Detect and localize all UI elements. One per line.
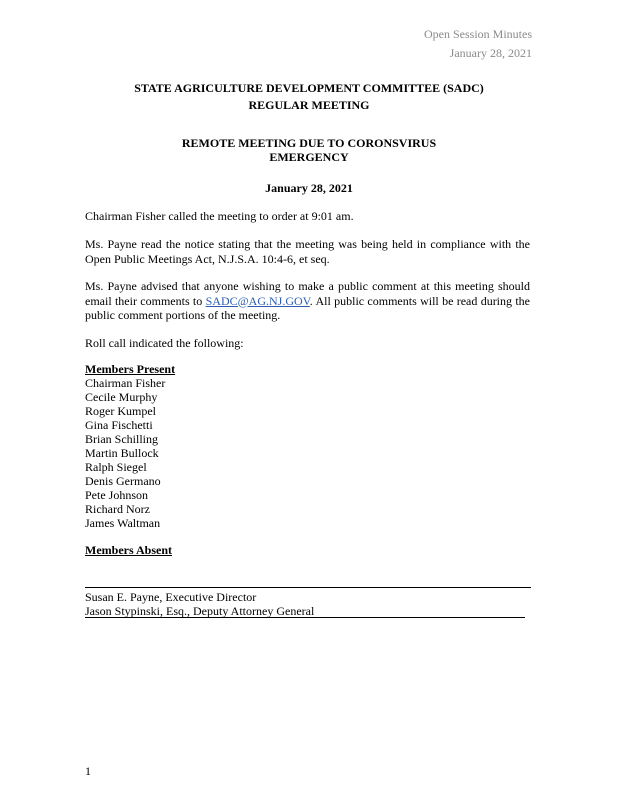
compliance-paragraph: Ms. Payne read the notice stating that the meeting was being held in compliance with the Open Public Meetings Act, N.J.S.A. 10:4-6, et seq.	[85, 237, 530, 266]
document-title-meeting: REGULAR MEETING	[248, 98, 370, 112]
public-comment-text-before: Ms. Payne advised that anyone wishing to make a public comment at this meeting should email their comments to	[85, 279, 530, 308]
signature-underline	[85, 617, 525, 618]
document-subtitle-remote-line2: EMERGENCY	[269, 150, 349, 164]
staff-executive-director: Susan E. Payne, Executive Director	[85, 590, 257, 604]
member-name: Cecile Murphy	[85, 390, 158, 404]
member-name: Martin Bullock	[85, 446, 159, 460]
public-comment-paragraph	[85, 279, 530, 323]
member-name: Ralph Siegel	[85, 460, 147, 474]
public-comment-text-after: . All public comments will be read during the public comment portions of the meeting.	[85, 293, 531, 322]
call-to-order-paragraph: Chairman Fisher called the meeting to order at 9:01 am.	[85, 209, 354, 223]
page-number: 1	[85, 764, 91, 778]
document-title-org: STATE AGRICULTURE DEVELOPMENT COMMITTEE (SADC)	[134, 81, 484, 95]
members-present-list	[85, 376, 165, 530]
member-name: James Waltman	[85, 516, 161, 530]
member-name: Richard Norz	[85, 502, 150, 516]
header-date: January 28, 2021	[449, 46, 532, 60]
member-name: Roger Kumpel	[85, 404, 156, 418]
members-present-heading: Members Present	[85, 362, 176, 376]
members-absent-heading: Members Absent	[85, 543, 172, 557]
staff-deputy-attorney-general: Jason Stypinski, Esq., Deputy Attorney General	[85, 604, 315, 618]
divider-line	[85, 587, 531, 588]
meeting-date: January 28, 2021	[265, 181, 353, 195]
member-name: Pete Johnson	[85, 488, 148, 502]
member-name: Brian Schilling	[85, 432, 158, 446]
member-name: Denis Germano	[85, 474, 161, 488]
member-name: Chairman Fisher	[85, 376, 166, 390]
header-session-label: Open Session Minutes	[424, 27, 532, 41]
document-subtitle-remote-line1: REMOTE MEETING DUE TO CORONSVIRUS	[181, 136, 437, 150]
roll-call-paragraph: Roll call indicated the following:	[85, 336, 244, 350]
member-name: Gina Fischetti	[85, 418, 153, 432]
email-link[interactable]: SADC@AG.NJ.GOV	[205, 293, 310, 308]
